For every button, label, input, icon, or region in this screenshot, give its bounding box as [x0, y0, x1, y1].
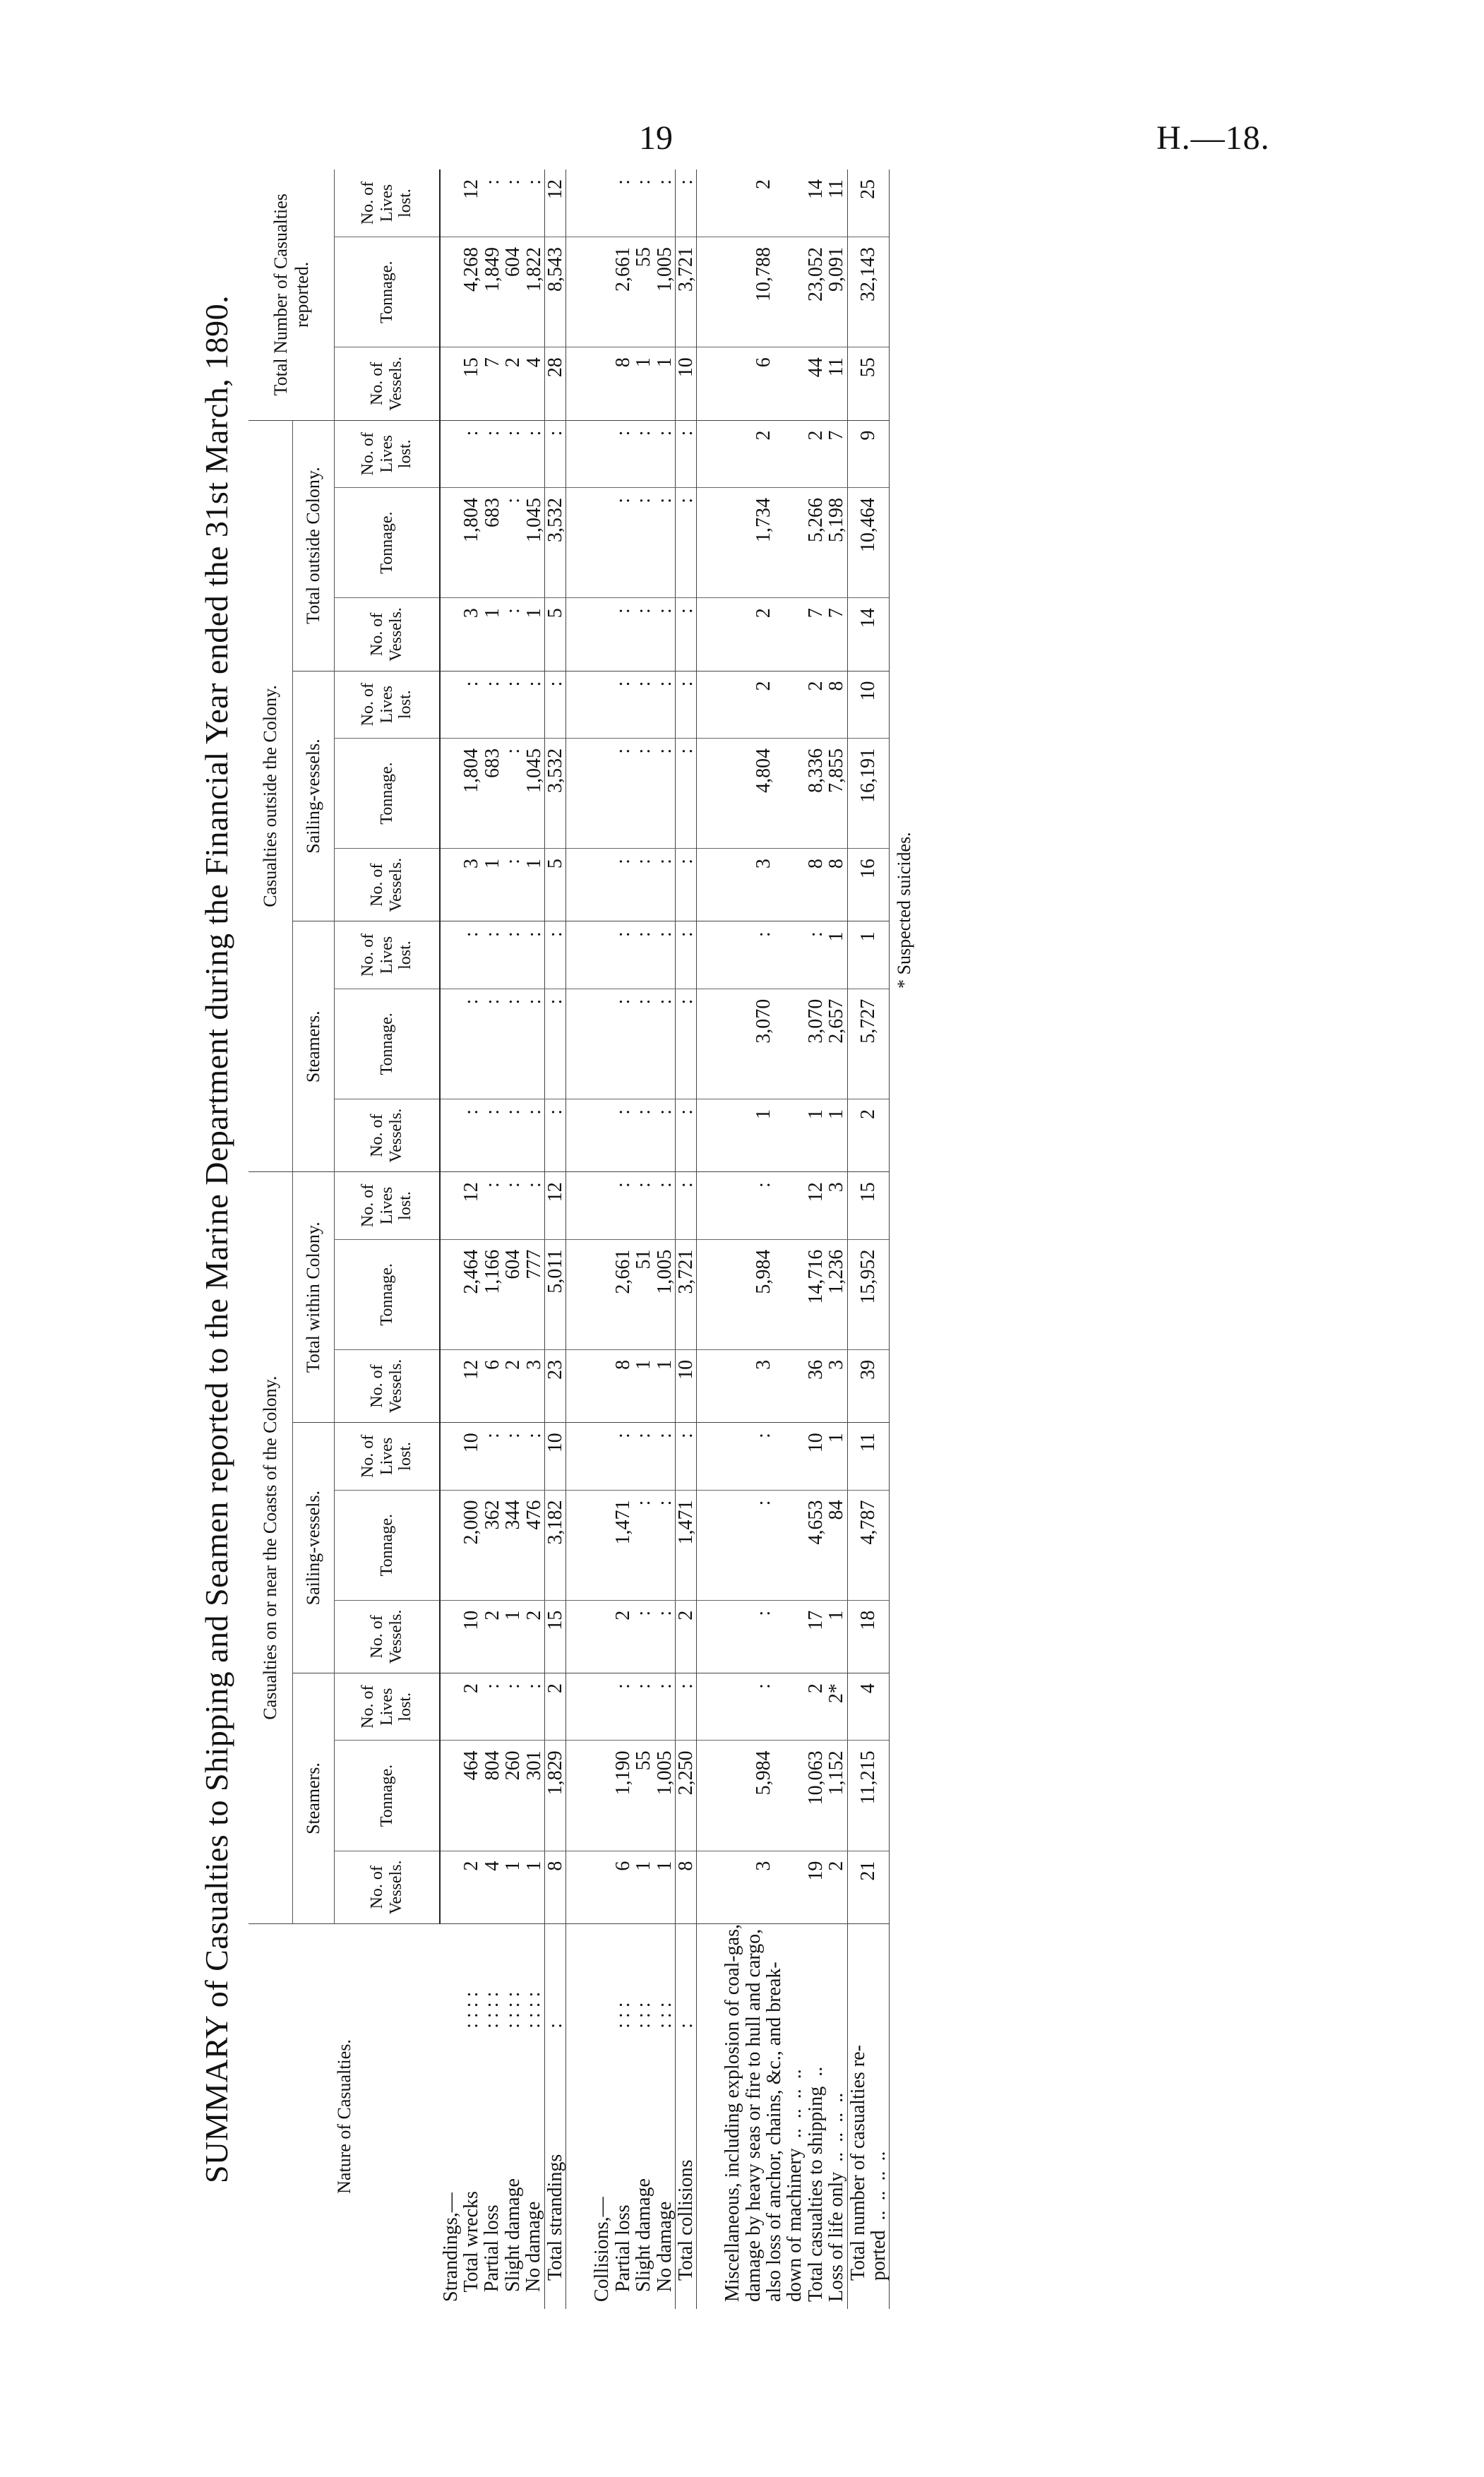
cell-vessels: 3: [722, 1349, 806, 1422]
cell-vessels: 10 2 1 2: [440, 1600, 544, 1673]
header-steamers: Steamers.: [293, 921, 335, 1172]
cell-vessels: 21: [847, 1851, 890, 1923]
casualty-nature-label: Total number of casualties re- ported .. .. .. ..: [847, 2029, 890, 2309]
cell-vessels: 8 1 1: [592, 347, 675, 420]
cell-lives-lost: 11: [847, 1423, 890, 1490]
header-no-vessels: No. of Vessels.: [335, 1099, 441, 1171]
cell-tonnage: 11,215: [847, 1741, 890, 1851]
cell-lives-lost: 12 3: [806, 1172, 847, 1239]
table-row: [675, 169, 696, 2309]
cell-lives-lost: 10 1: [806, 1423, 847, 1490]
header-lives-lost: No. of Lives lost.: [335, 420, 441, 487]
cell-lives-lost: :: [544, 921, 566, 989]
header-no-vessels: No. of Vessels.: [335, 347, 441, 420]
cell-tonnage: 3,070 2,657: [806, 989, 847, 1099]
casualty-nature-label: Collisions,— Partial loss Slight damage No damage: [591, 2178, 676, 2302]
header-no-vessels: No. of Vessels.: [335, 1851, 441, 1923]
cell-tonnage: 14,716 1,236: [806, 1239, 847, 1349]
header-sailing: Sailing-vessels.: [293, 671, 335, 921]
cell-vessels: : : :: [592, 849, 675, 921]
cell-vessels: 44 11: [806, 347, 847, 420]
cell-vessels: 10: [675, 347, 696, 420]
cell-lives-lost: 4: [847, 1673, 890, 1741]
cell-lives-lost: : 1: [806, 921, 847, 989]
rotated-table-block: [185, 169, 1343, 2309]
table-row: [592, 169, 675, 2309]
cell-lives-lost: :: [722, 1423, 806, 1490]
casualty-nature-label: Total casualties to shipping .. Loss of life only .. .. .. ..: [804, 2066, 848, 2302]
spacer-row: [566, 169, 592, 2309]
cell-tonnage: 10,464: [847, 488, 890, 598]
cell-lives-lost: : : :: [592, 671, 675, 738]
cell-vessels: 8: [544, 1851, 566, 1923]
cell-tonnage: 4,787: [847, 1490, 890, 1600]
cell-lives-lost: :: [675, 169, 696, 237]
cell-vessels: 8 8: [806, 849, 847, 921]
cell-vessels: 17 1: [806, 1600, 847, 1673]
header-no-vessels: No. of Vessels.: [335, 598, 441, 671]
cell-lives-lost: 14 11: [806, 169, 847, 237]
header-lives-lost: No. of Lives lost.: [335, 1423, 441, 1490]
cell-lives-lost: 2: [722, 420, 806, 487]
header-lives-lost: No. of Lives lost.: [335, 671, 441, 738]
cell-vessels: 10: [675, 1349, 696, 1422]
cell-tonnage: 5,984: [722, 1741, 806, 1851]
table-row: [544, 169, 566, 2309]
cell-vessels: 2 : :: [592, 1600, 675, 1673]
cell-lives-lost: 1: [847, 921, 890, 989]
cell-tonnage: 10,788: [722, 237, 806, 347]
cell-lives-lost: 12: [544, 169, 566, 237]
header-no-vessels: No. of Vessels.: [335, 849, 441, 921]
cell-tonnage: 1,471 : :: [592, 1490, 675, 1600]
cell-tonnage: 5,727: [847, 989, 890, 1099]
cell-tonnage: 4,268 1,849 604 1,822: [440, 237, 544, 347]
cell-vessels: 15 7 2 4: [440, 347, 544, 420]
cell-tonnage: 2,661 55 1,005: [592, 237, 675, 347]
cell-lives-lost: :: [675, 671, 696, 738]
cell-lives-lost: :: [675, 420, 696, 487]
cell-lives-lost: :: [544, 671, 566, 738]
header-tonnage: Tonnage.: [335, 1239, 441, 1349]
leader-dots: :: [544, 1923, 566, 2028]
cell-tonnage: 2,250: [675, 1741, 696, 1851]
table-title: SUMMARY of Casualties to Shipping and Seamen reported to the Marine Department during the Financial Year ended the 31st March, 1890.: [198, 294, 234, 2184]
casualty-nature-label: Total collisions: [675, 2029, 696, 2309]
cell-tonnage: 464 804 260 301: [440, 1741, 544, 1851]
cell-lives-lost: : : :: [592, 420, 675, 487]
cell-tonnage: 2,000 362 344 476: [440, 1490, 544, 1600]
cell-tonnage: 5,266 5,198: [806, 488, 847, 598]
cell-lives-lost: 25: [847, 169, 890, 237]
cell-tonnage: 2,661 51 1,005: [592, 1239, 675, 1349]
cell-lives-lost: : : :: [592, 1172, 675, 1239]
cell-lives-lost: 12: [544, 1172, 566, 1239]
leader-dots: [806, 1923, 847, 2028]
leader-dots: : : : : : : : : : : : : : : : :: [460, 1991, 545, 2029]
header-total-outside: Total outside Colony.: [293, 420, 335, 671]
leader-dots: [847, 1923, 890, 2028]
cell-vessels: 16: [847, 849, 890, 921]
cell-tonnage: : : :: [592, 488, 675, 598]
casualty-nature-label: Miscellaneous, including explosion of coal-gas, damage by heavy seas or fire to hull and cargo, also loss of anchor, chains, &c., and break- down of machinery .. .. .. ..: [722, 1924, 806, 2302]
header-tonnage: Tonnage.: [335, 738, 441, 848]
table-row: [806, 169, 847, 2309]
cell-tonnage: 3,721: [675, 237, 696, 347]
cell-lives-lost: : : :: [592, 1423, 675, 1490]
table-row: [722, 169, 806, 2309]
cell-lives-lost: :: [675, 1423, 696, 1490]
cell-lives-lost: 2 : : :: [440, 1673, 544, 1741]
cell-tonnage: : : :: [592, 738, 675, 848]
header-nature: Nature of Casualties.: [333, 2039, 354, 2194]
header-sailing: Sailing-vessels.: [293, 1423, 335, 1673]
header-total-reported: Total Number of Casualties reported.: [249, 169, 335, 420]
cell-tonnage: 5,011: [544, 1239, 566, 1349]
cell-vessels: 14: [847, 598, 890, 671]
cell-lives-lost: : : :: [592, 921, 675, 989]
cell-lives-lost: : : :: [592, 169, 675, 237]
cell-tonnage: : : : :: [440, 989, 544, 1099]
header-lives-lost: No. of Lives lost.: [335, 1172, 441, 1239]
cell-vessels: :: [544, 1099, 566, 1171]
cell-tonnage: 1,190 55 1,005: [592, 1741, 675, 1851]
cell-tonnage: :: [675, 488, 696, 598]
cell-lives-lost: 2: [544, 1673, 566, 1741]
cell-tonnage: 8,336 7,855: [806, 738, 847, 848]
page-number: 19: [639, 119, 673, 157]
header-no-vessels: No. of Vessels.: [335, 1600, 441, 1673]
cell-vessels: 15: [544, 1600, 566, 1673]
cell-lives-lost: 2 8: [806, 671, 847, 738]
cell-tonnage: 1,734: [722, 488, 806, 598]
header-outside: Casualties outside the Colony.: [249, 420, 293, 1172]
casualties-table: [249, 169, 890, 2309]
header-total-within: Total within Colony.: [293, 1172, 335, 1423]
cell-vessels: 8: [675, 1851, 696, 1923]
leader-dots: :: [675, 1923, 696, 2028]
cell-tonnage: 1,804 683 : 1,045: [440, 488, 544, 598]
cell-lives-lost: 15: [847, 1172, 890, 1239]
cell-tonnage: 32,143: [847, 237, 890, 347]
cell-tonnage: 23,052 9,091: [806, 237, 847, 347]
cell-vessels: 5: [544, 849, 566, 921]
cell-vessels: 2: [722, 598, 806, 671]
cell-tonnage: 3,070: [722, 989, 806, 1099]
cell-lives-lost: 2 7: [806, 420, 847, 487]
cell-tonnage: 1,829: [544, 1741, 566, 1851]
cell-vessels: 1: [722, 1099, 806, 1171]
cell-lives-lost: 10 : : :: [440, 1423, 544, 1490]
header-tonnage: Tonnage.: [335, 1741, 441, 1851]
cell-tonnage: 1,804 683 : 1,045: [440, 738, 544, 848]
header-tonnage: Tonnage.: [335, 1490, 441, 1600]
cell-vessels: 23: [544, 1349, 566, 1422]
header-steamers: Steamers.: [293, 1673, 335, 1924]
casualty-nature-label: Strandings,— Total wrecks Partial loss Slight damage No damage: [439, 2178, 545, 2302]
header-lives-lost: No. of Lives lost.: [335, 1673, 441, 1741]
cell-lives-lost: : : : :: [440, 671, 544, 738]
cell-lives-lost: 2 2*: [806, 1673, 847, 1741]
cell-tonnage: 3,182: [544, 1490, 566, 1600]
cell-vessels: 36 3: [806, 1349, 847, 1422]
cell-vessels: 2 4 1 1: [440, 1851, 544, 1923]
cell-lives-lost: : : :: [592, 1673, 675, 1741]
cell-vessels: 28: [544, 347, 566, 420]
header-on-coast: Casualties on or near the Coasts of the Colony.: [249, 1172, 293, 1924]
cell-tonnage: 8,543: [544, 237, 566, 347]
cell-tonnage: 3,532: [544, 488, 566, 598]
cell-tonnage: 15,952: [847, 1239, 890, 1349]
cell-vessels: 6: [722, 347, 806, 420]
cell-tonnage: :: [675, 738, 696, 848]
cell-vessels: : : : :: [440, 1099, 544, 1171]
cell-vessels: :: [675, 598, 696, 671]
document-reference: H.—18.: [1156, 119, 1270, 157]
cell-tonnage: 16,191: [847, 738, 890, 848]
cell-tonnage: 3,721: [675, 1239, 696, 1349]
header-tonnage: Tonnage.: [335, 237, 441, 347]
spacer-row: [697, 169, 723, 2309]
cell-lives-lost: 10: [847, 671, 890, 738]
table-row: [440, 169, 544, 2309]
cell-vessels: 2: [675, 1600, 696, 1673]
cell-tonnage: :: [675, 989, 696, 1099]
cell-vessels: 8 1 1: [592, 1349, 675, 1422]
header-tonnage: Tonnage.: [335, 488, 441, 598]
cell-vessels: :: [675, 1099, 696, 1171]
cell-vessels: 55: [847, 347, 890, 420]
cell-lives-lost: :: [544, 420, 566, 487]
header-lives-lost: No. of Lives lost.: [335, 169, 441, 237]
cell-vessels: 3 1 : 1: [440, 598, 544, 671]
cell-lives-lost: :: [675, 1172, 696, 1239]
cell-tonnage: 4,653 84: [806, 1490, 847, 1600]
cell-lives-lost: 12 : : :: [440, 169, 544, 237]
cell-tonnage: 10,063 1,152: [806, 1741, 847, 1851]
cell-vessels: 3: [722, 1851, 806, 1923]
cell-tonnage: 4,804: [722, 738, 806, 848]
cell-vessels: 3: [722, 849, 806, 921]
cell-tonnage: :: [722, 1490, 806, 1600]
cell-tonnage: 5,984: [722, 1239, 806, 1349]
cell-vessels: :: [675, 849, 696, 921]
cell-lives-lost: 2: [722, 169, 806, 237]
cell-vessels: 7 7: [806, 598, 847, 671]
cell-lives-lost: : : : :: [440, 921, 544, 989]
footnote: * Suspected suicides.: [894, 832, 915, 989]
cell-tonnage: 1,471: [675, 1490, 696, 1600]
cell-vessels: :: [722, 1600, 806, 1673]
cell-lives-lost: :: [722, 1673, 806, 1741]
cell-vessels: 19 2: [806, 1851, 847, 1923]
cell-tonnage: :: [544, 989, 566, 1099]
header-lives-lost: No. of Lives lost.: [335, 921, 441, 989]
leader-dots: : : : : : : : : :: [611, 2002, 676, 2029]
cell-lives-lost: :: [675, 1673, 696, 1741]
cell-tonnage: 3,532: [544, 738, 566, 848]
cell-vessels: : : :: [592, 1099, 675, 1171]
cell-lives-lost: 9: [847, 420, 890, 487]
cell-vessels: 2: [847, 1099, 890, 1171]
cell-lives-lost: :: [675, 921, 696, 989]
casualty-nature-label: Total strandings: [544, 2029, 566, 2309]
cell-vessels: 6 1 1: [592, 1851, 675, 1923]
cell-lives-lost: 12 : : :: [440, 1172, 544, 1239]
cell-lives-lost: 10: [544, 1423, 566, 1490]
cell-vessels: 18: [847, 1600, 890, 1673]
cell-lives-lost: : : : :: [440, 420, 544, 487]
table-row: [847, 169, 890, 2309]
cell-tonnage: : : :: [592, 989, 675, 1099]
cell-vessels: 5: [544, 598, 566, 671]
cell-lives-lost: 2: [722, 671, 806, 738]
cell-vessels: 3 1 : 1: [440, 849, 544, 921]
cell-vessels: 39: [847, 1349, 890, 1422]
cell-vessels: 1 1: [806, 1099, 847, 1171]
cell-vessels: : : :: [592, 598, 675, 671]
cell-lives-lost: :: [722, 1172, 806, 1239]
cell-lives-lost: :: [722, 921, 806, 989]
cell-vessels: 12 6 2 3: [440, 1349, 544, 1422]
header-tonnage: Tonnage.: [335, 989, 441, 1099]
cell-tonnage: 2,464 1,166 604 777: [440, 1239, 544, 1349]
header-no-vessels: No. of Vessels.: [335, 1349, 441, 1422]
